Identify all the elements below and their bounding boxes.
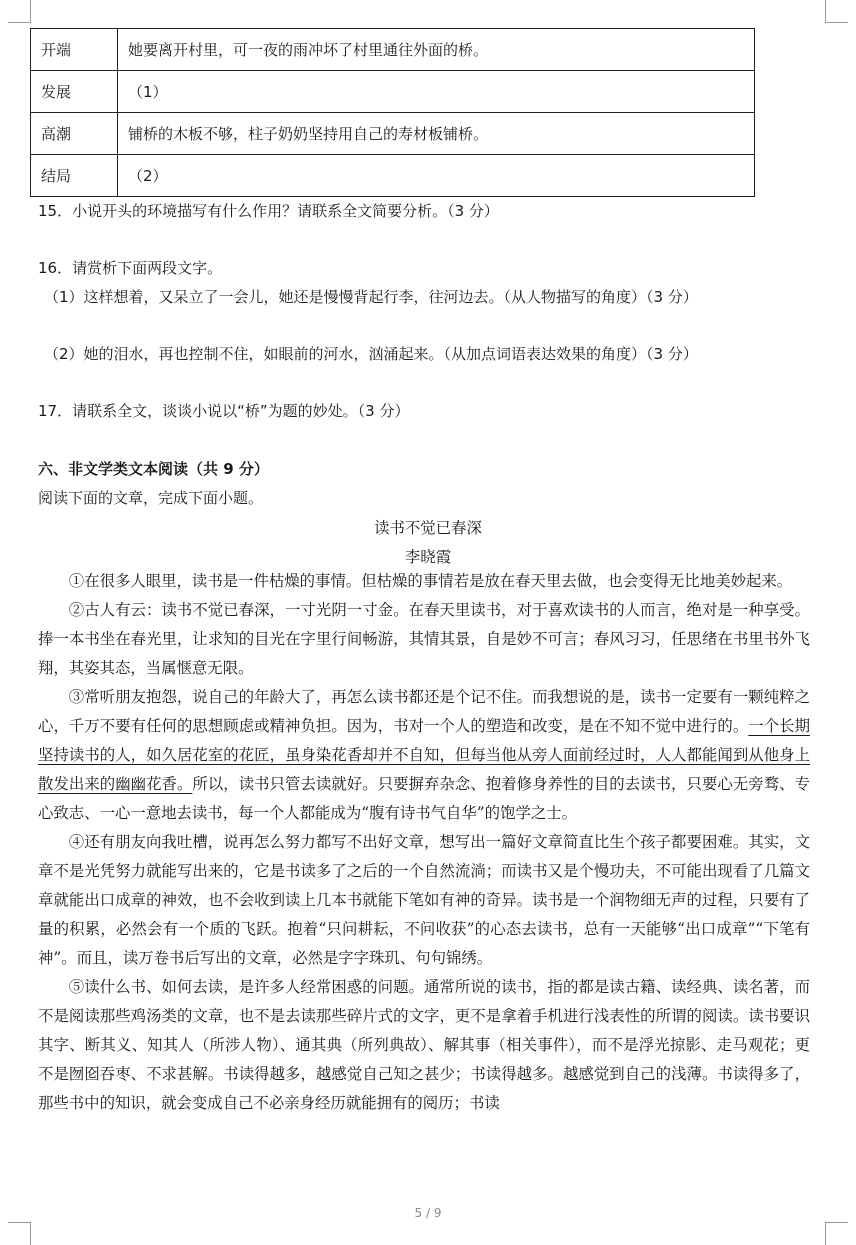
question-16-2: （2）她的泪水，再也控制不住，如眼前的河水，汹涌起来。（从加点词语表达效果的角度）（3 分） [44,345,698,363]
crop-mark-top-right [825,0,848,23]
section-instruction: 阅读下面的文章，完成下面小题。 [38,489,264,507]
paragraph-3 [38,683,810,828]
question-17: 17．请联系全文，谈谈小说以“桥”为题的妙处。（3 分） [38,402,410,420]
crop-mark-bottom-right [825,1222,848,1245]
table-row [31,71,755,113]
paragraph-3-part-b: 所以，读书只管去读就好。只要摒弃杂念、抱着修身养性的目的去读书，只要心无旁骛、专心致志、一心一意地去读书，每一个人都能成为“腹有诗书气自华”的饱学之士。 [38,775,810,822]
table-cell-key: 发展 [31,71,118,113]
question-16-1: （1）这样想着，又呆立了一会儿，她还是慢慢背起行李，往河边去。（从人物描写的角度）（3 分） [44,288,698,306]
table-row [31,29,755,71]
table-cell-value: （1） [118,71,755,113]
crop-mark-bottom-left [8,1222,31,1245]
crop-mark-top-left [8,0,31,23]
article-title: 读书不觉已春深 [374,519,482,537]
table-row [31,155,755,197]
article-author: 李晓霞 [404,548,452,566]
question-15: 15．小说开头的环境描写有什么作用？请联系全文简要分析。（3 分） [38,202,499,220]
paragraph-5: ⑤读什么书、如何去读，是许多人经常困惑的问题。通常所说的读书，指的都是读古籍、读经典、读名著，而不是阅读那些鸡汤类的文章，也不是去读那些碎片式的文字，更不是拿着手机进行浅表性的所谓的阅读。读书要识其字、断其义、知其人（所涉人物）、通其典（所列典故）、解其事（相关事件），而不是浮光掠影、走马观花；更不是囫囵吞枣、不求甚解。书读得越多，越感觉自己知之甚少；书读得越多。越感觉到自己的浅薄。书读得多了，那些书中的知识，就会变成自己不必亲身经历就能拥有的阅历；书读 [38,978,810,1112]
table-cell-value: 铺桥的木板不够，柱子奶奶坚持用自己的寿材板铺桥。 [118,113,755,155]
section-title: 六、非文学类文本阅读（共 9 分） [38,460,269,478]
paragraph-2: ②古人有云：读书不觉已春深，一寸光阴一寸金。在春天里读书，对于喜欢读书的人而言，绝对是一种享受。捧一本书坐在春光里，让求知的目光在字里行间畅游，其情其景，自是妙不可言；春风习习，任思绪在书里书外飞翔，其姿其态，当属惬意无限。 [38,601,810,677]
table-cell-key: 开端 [31,29,118,71]
table-row [31,113,755,155]
table-cell-value: 她要离开村里，可一夜的雨冲坏了村里通往外面的桥。 [118,29,755,71]
question-16: 16．请赏析下面两段文字。 [38,259,223,277]
plot-structure-table [30,28,755,197]
table-cell-value: （2） [118,155,755,197]
paragraph-1: ①在很多人眼里，读书是一件枯燥的事情。但枯燥的事情若是放在春天里去做，也会变得无比地美妙起来。 [68,572,793,590]
page-number: 5 / 9 [414,1206,442,1220]
paragraph-4: ④还有朋友向我吐槽，说再怎么努力都写不出好文章，想写出一篇好文章简直比生个孩子都要困难。其实，文章不是光凭努力就能写出来的，它是书读多了之后的一个自然流淌；而读书又是个慢功夫，不可能出现看了几篇文章就能出口成章的神效，也不会收到读上几本书就能下笔如有神的奇异。读书是一个润物细无声的过程，只要有了量的积累，必然会有一个质的飞跃。抱着“只问耕耘，不问收获”的心态去读书，总有一天能够“出口成章”“下笔有神”。而且，读万卷书后写出的文章，必然是字字珠玑、句句锦绣。 [38,833,810,967]
underlined-sentence: 一个长期坚持读书的人，如久居花室的花匠，虽身染花香却并不自知，但每当他从旁人面前经过时，人人都能闻到从他身上散发出来的幽幽花香。 [38,717,810,793]
table-cell-key: 结局 [31,155,118,197]
paragraph-3-part-a: ③常听朋友抱怨，说自己的年龄大了，再怎么读书都还是个记不住。而我想说的是，读书一定要有一颗纯粹之心，千万不要有任何的思想顾虑或精神负担。因为，书对一个人的塑造和改变，是在不知不觉中进行的。 [38,688,810,735]
table-cell-key: 高潮 [31,113,118,155]
article-body [38,567,810,1118]
